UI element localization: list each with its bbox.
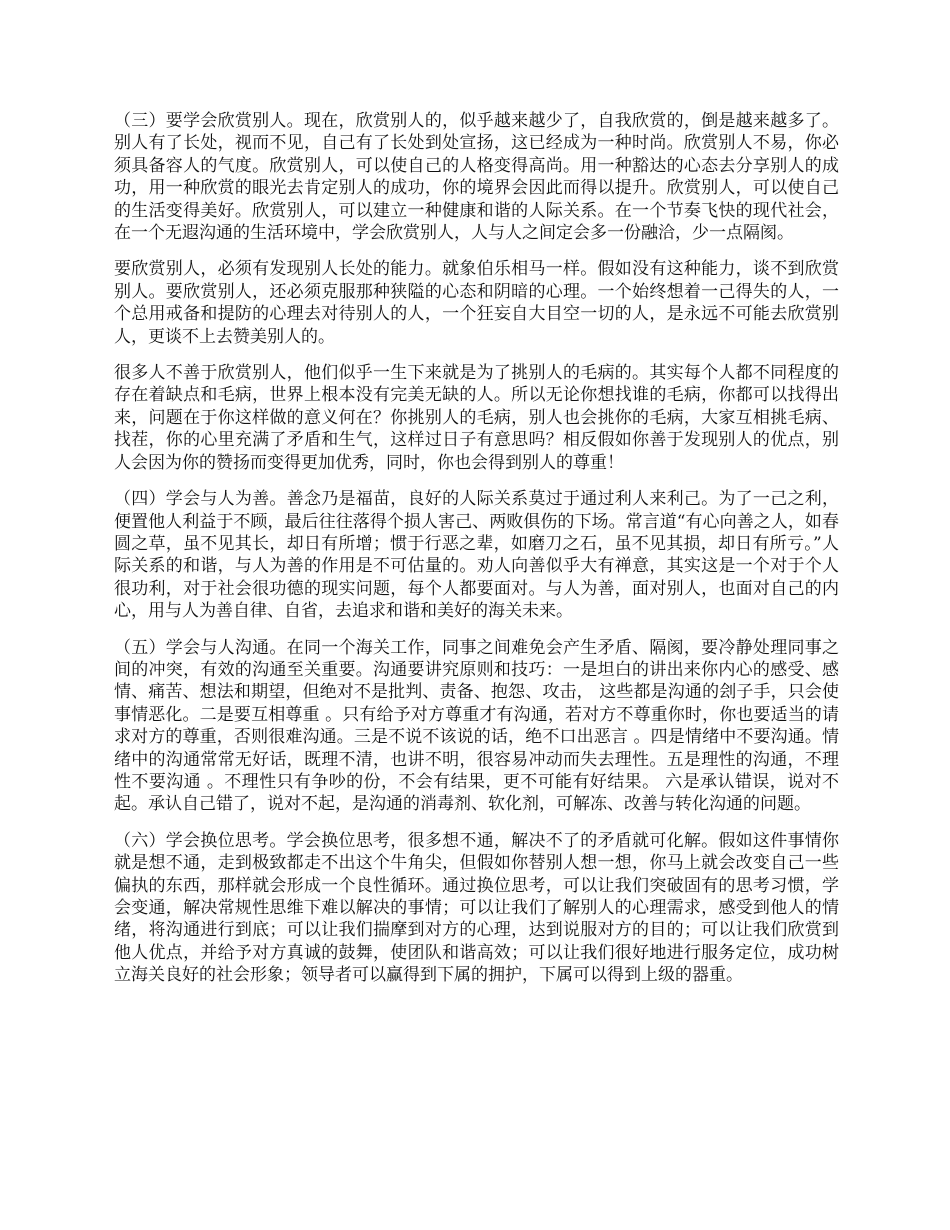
paragraph-be-kind: （四）学会与人为善。善念乃是福苗，良好的人际关系莫过于通过利人来利己。为了一己之利，便置他人利益于不顾，最后往往落得个损人害己、两败俱伤的下场。常言道“有心向善之人，如春圆之草，虽不见其长，却日有所增；惯于行恶之辈，如磨刀之石，虽不见其损，却日有所亏。”人际关系的和谐，与人为善的作用是不可估量的。劝人向善似乎大有禅意，其实这是一个对于个人很功利，对于社会很功德的现实问题，每个人都要面对。与人为善，面对别人，也面对自己的内心，用与人为善自律、自省，去追求和谐和美好的海关未来。 — [114, 489, 839, 622]
paragraph-ability-to-appreciate: 要欣赏别人，必须有发现别人长处的能力。就象伯乐相马一样。假如没有这种能力，谈不到欣赏别人。要欣赏别人，还必须克服那种狭隘的心态和阴暗的心理。一个始终想着一己得失的人，一个总用戒备和提防的心理去对待别人的人，一个狂妄自大目空一切的人，是永远不可能去欣赏别人，更谈不上去赞美别人的。 — [114, 259, 839, 347]
paragraph-perspective-taking: （六）学会换位思考。学会换位思考，很多想不通，解决不了的矛盾就可化解。假如这件事情你就是想不通，走到极致都走不出这个牛角尖，但假如你替别人想一想，你马上就会改变自己一些偏执的东西，那样就会形成一个良性循环。通过换位思考，可以让我们突破固有的思考习惯，学会变通，解决常规性思维下难以解决的事情；可以让我们了解别人的心理需求，感受到他人的情绪，将沟通进行到底；可以让我们揣摩到对方的心理，达到说服对方的目的；可以让我们欣赏到他人优点，并给予对方真诚的鼓舞，使团队和谐高效；可以让我们很好地进行服务定位，成功树立海关良好的社会形象；领导者可以赢得到下属的拥护，下属可以得到上级的器重。 — [114, 830, 839, 986]
document-page — [114, 110, 839, 1001]
paragraph-appreciate-others: （三）要学会欣赏别人。现在，欣赏别人的，似乎越来越少了，自我欣赏的，倒是越来越多了。别人有了长处，视而不见，自己有了长处到处宣扬，这已经成为一种时尚。欣赏别人不易，你必须具备容人的气度。欣赏别人，可以使自己的人格变得高尚。用一种豁达的心态去分享别人的成功，用一种欣赏的眼光去肯定别人的成功，你的境界会因此而得以提升。欣赏别人，可以使自己的生活变得美好。欣赏别人，可以建立一种健康和谐的人际关系。在一个节奏飞快的现代社会，在一个无遐沟通的生活环境中，学会欣赏别人，人与人之间定会多一份融洽，少一点隔阂。 — [114, 111, 839, 244]
paragraph-finding-faults: 很多人不善于欣赏别人，他们似乎一生下来就是为了挑别人的毛病的。其实每个人都不同程度的存在着缺点和毛病，世界上根本没有完美无缺的人。所以无论你想找谁的毛病，你都可以找得出来，问题在于你这样做的意义何在？你挑别人的毛病，别人也会挑你的毛病，大家互相挑毛病、找茬，你的心里充满了矛盾和生气，这样过日子有意思吗？相反假如你善于发现别人的优点，别人会因为你的赞扬而变得更加优秀，同时，你也会得到别人的尊重！ — [114, 363, 839, 473]
paragraph-communicate: （五）学会与人沟通。在同一个海关工作，同事之间难免会产生矛盾、隔阂，要冷静处理同事之间的冲突，有效的沟通至关重要。沟通要讲究原则和技巧：一是坦白的讲出来你内心的感受、感情、痛苦、想法和期望，但绝对不是批判、责备、抱怨、攻击， 这些都是沟通的刽子手，只会使事情恶化。二是要互相尊重 。只有给予对方尊重才有沟通，若对方不尊重你时，你也要适当的请求对方的尊重，否则很难沟通。三是不说不该说的话，绝不口出恶言 。四是情绪中不要沟通。情绪中的沟通常常无好话，既理不清，也讲不明，很容易冲动而失去理性。五是理性的沟通，不理性不要沟通 。不理性只有争吵的份，不会有结果，更不可能有好结果。 六是承认错误，说对不起。承认自己错了，说对不起，是沟通的消毒剂、软化剂，可解冻、改善与转化沟通的问题。 — [114, 637, 839, 815]
